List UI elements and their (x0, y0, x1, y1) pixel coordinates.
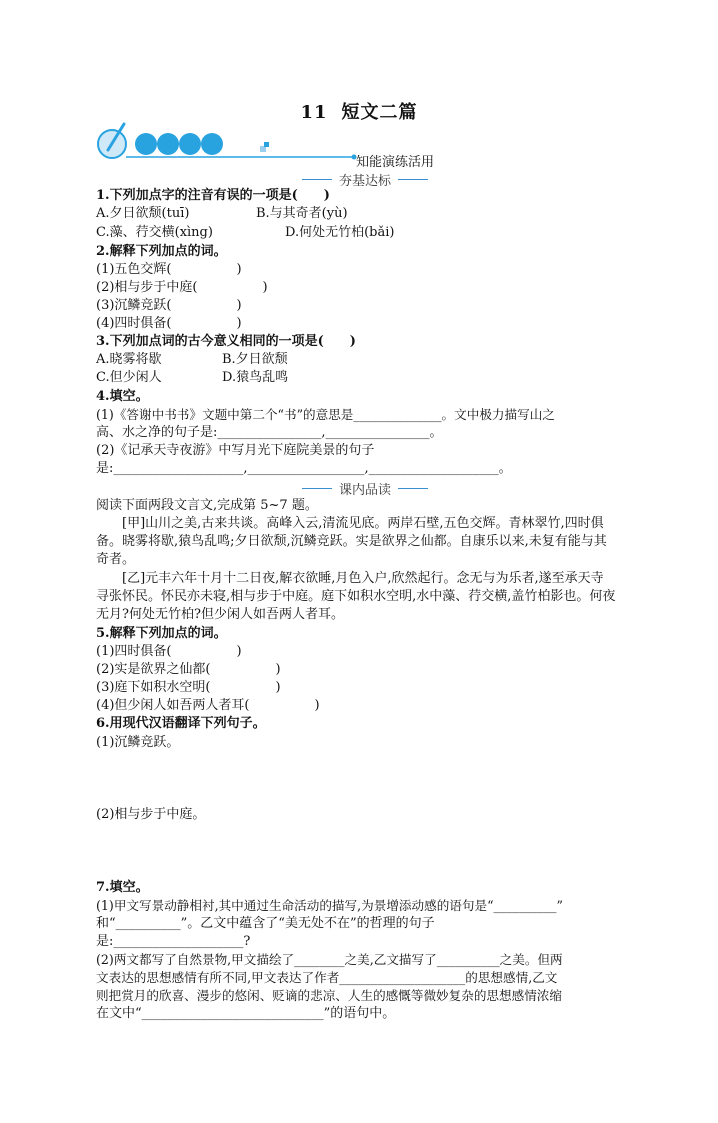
q6-stem: 6.用现代汉语翻译下列句子。 (96, 716, 266, 731)
q1-option-b: B.与其奇者(yù) (256, 206, 348, 221)
banner-label: 知能演练活用 (356, 155, 435, 170)
q4-line: 高、水之净的句子是:________________,________________。 (96, 425, 443, 440)
section-heading-jichu: 夯基达标 (310, 170, 420, 189)
q5-stem: 5.解释下列加点的词。 (96, 626, 227, 641)
q7-line: (2)两文都写了自然景物,甲文描绘了________之美,乙文描写了__________之美。但两 (96, 952, 563, 967)
q7-line: (1)甲文写景动静相衬,其中通过生命活动的描写,为景增添动感的语句是“__________” (96, 898, 563, 913)
q3-stem: 3.下列加点词的古今意义相同的一项是( ) (96, 334, 356, 349)
q7-stem: 7.填空。 (96, 880, 149, 895)
q1-stem: 1.下列加点字的注音有误的一项是( ) (96, 188, 330, 203)
q2-item: (2)相与步于中庭( ) (96, 280, 268, 295)
q3-option-a: A.晓雾将歇 (96, 352, 162, 367)
q4-line: (2)《记承天寺夜游》中写月光下庭院美景的句子 (96, 443, 375, 458)
q1-option-d: D.何处无竹柏(bǎi) (285, 225, 395, 240)
q3-option-b: B.夕日欲颓 (222, 352, 288, 367)
q4-line: 是:____________________,__________________,____________________。 (96, 461, 512, 476)
q6-item: (1)沉鳞竞跃。 (96, 735, 180, 750)
lesson-number: 11 (300, 102, 328, 123)
q3-option-c: C.但少闲人 (96, 370, 162, 385)
q5-item: (3)庭下如积水空明( ) (96, 680, 281, 695)
q1-option-a: A.夕日欲颓(tuī) (96, 206, 190, 221)
q3-option-d: D.猿鸟乱鸣 (222, 370, 289, 385)
q7-line: 在文中“____________________________”的语句中。 (96, 1006, 396, 1021)
q7-line: 和“__________”。乙文中蕴含了“美无处不在”的哲理的句子 (96, 916, 435, 931)
q1-option-c: C.藻、荇交横(xìng) (96, 225, 213, 240)
q7-line: 是:____________________? (96, 934, 251, 949)
q7-line: 则把赏月的欣喜、漫步的悠闲、贬谪的悲凉、人生的感慨等微妙复杂的思想感情浓缩 (96, 988, 562, 1003)
q2-stem: 2.解释下列加点的词。 (96, 244, 227, 259)
q7-line: 文表达的思想感情有所不同,甲文表达了作者____________________的思想感情,乙文 (96, 970, 558, 985)
q6-item: (2)相与步于中庭。 (96, 807, 206, 822)
q5-item: (1)四时俱备( ) (96, 644, 242, 659)
q4-line: (1)《答谢中书书》文题中第二个“书”的意思是______________。文中极力描写山之 (96, 407, 555, 422)
q2-item: (1)五色交辉( ) (96, 262, 242, 277)
q5-item: (2)实是欲界之仙都( ) (96, 662, 281, 677)
reading-intro: 阅读下面两段文言文,完成第 5~7 题。 (96, 498, 318, 513)
q4-stem: 4.填空。 (96, 389, 149, 404)
lesson-title: 短文二篇 (341, 102, 418, 123)
section-heading-kenei: 课内品读 (310, 479, 420, 498)
passage-b: [乙]元丰六年十月十二日夜,解衣欲睡,月色入户,欣然起行。念无与为乐者,遂至承天寺寻张怀民。怀民亦未寝,相与步于中庭。庭下如积水空明,水中藻、荇交横,盖竹柏影也。何夜无月?何处无竹柏?但少闲人如吾两人者耳。 (96, 571, 616, 622)
passage-a: [甲]山川之美,古来共谈。高峰入云,清流见底。两岸石壁,五色交辉。青林翠竹,四时俱备。晓雾将歇,猿鸟乱鸣;夕日欲颓,沉鳞竞跃。实是欲界之仙都。自康乐以来,未复有能与其奇者。 (96, 516, 607, 567)
q2-item: (3)沉鳞竞跃( ) (96, 298, 242, 313)
q2-item: (4)四时俱备( ) (96, 316, 242, 331)
q5-item: (4)但少闲人如吾两人者耳( ) (96, 698, 320, 713)
